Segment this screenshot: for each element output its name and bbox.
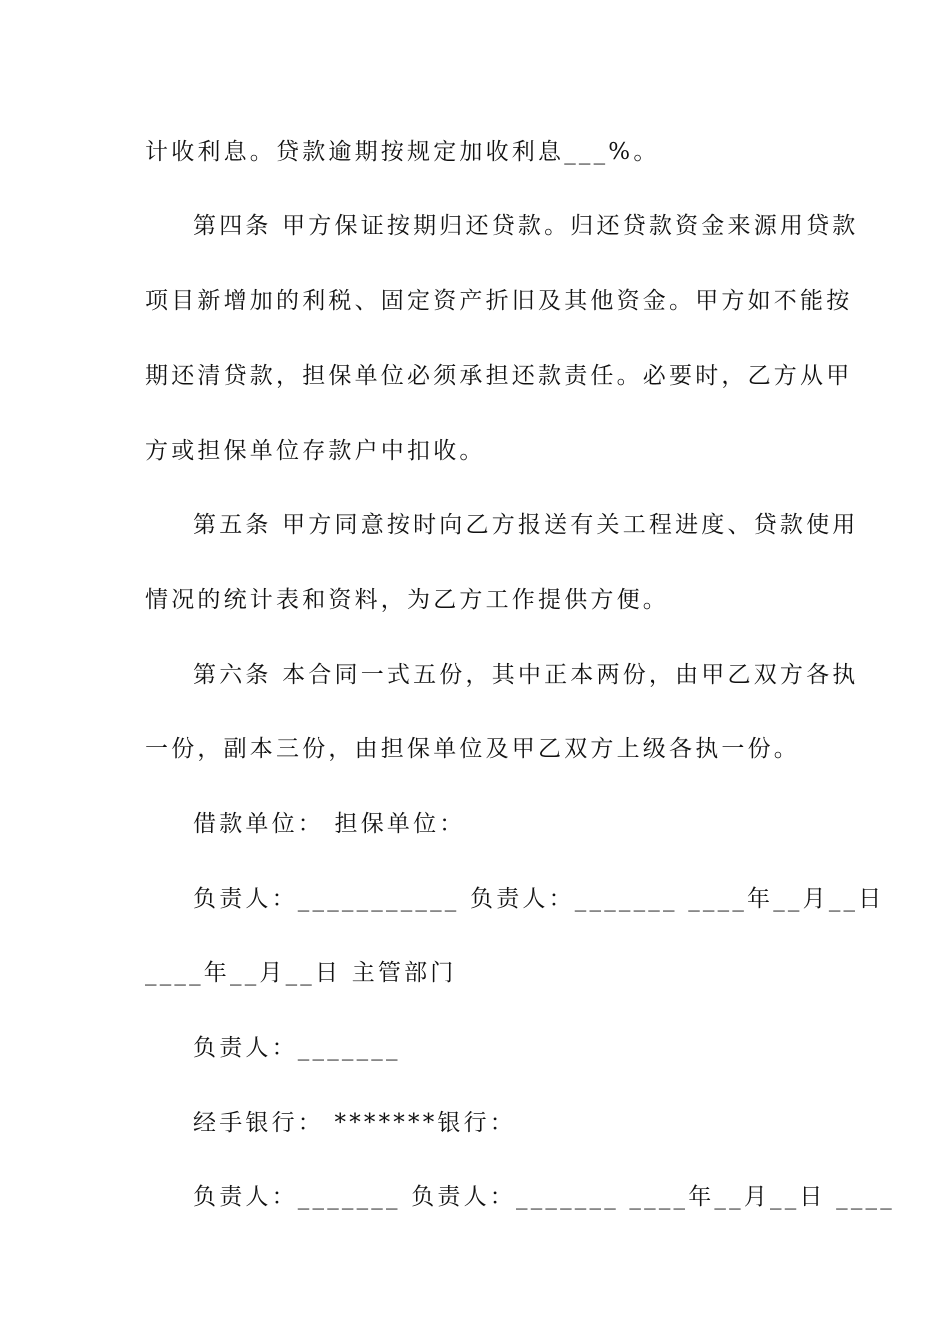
signature-units-line: 借款单位： 担保单位：	[193, 811, 466, 837]
article-5-line-1: 第五条 甲方同意按时向乙方报送有关工程进度、贷款使用	[193, 512, 859, 538]
article-4-line-3: 期还清贷款，担保单位必须承担还款责任。必要时，乙方从甲	[145, 363, 853, 389]
article-6-line-2: 一份，副本三份，由担保单位及甲乙双方上级各执一份。	[145, 736, 800, 762]
article-4-line-1: 第四条 甲方保证按期归还贷款。归还贷款资金来源用贷款	[193, 213, 859, 239]
date-department-line: ____年__月__日 主管部门	[145, 960, 457, 986]
responsible-persons-line-3: 负责人：_______ 负责人：_______ ____年__月__日 ____	[193, 1184, 895, 1210]
responsible-person-line-2: 负责人：_______	[193, 1035, 401, 1061]
article-4-line-2: 项目新增加的利税、固定资产折旧及其他资金。甲方如不能按	[145, 288, 853, 314]
article-4-line-4: 方或担保单位存款户中扣收。	[145, 438, 486, 464]
responsible-persons-line-1: 负责人：___________ 负责人：_______ ____年__月__日	[193, 886, 885, 912]
paragraph-line-interest: 计收利息。贷款逾期按规定加收利息___%。	[145, 139, 660, 165]
article-6-line-1: 第六条 本合同一式五份，其中正本两份，由甲乙双方各执	[193, 662, 859, 688]
article-5-line-2: 情况的统计表和资料，为乙方工作提供方便。	[145, 587, 669, 613]
handling-bank-line: 经手银行： *******银行：	[193, 1110, 517, 1136]
